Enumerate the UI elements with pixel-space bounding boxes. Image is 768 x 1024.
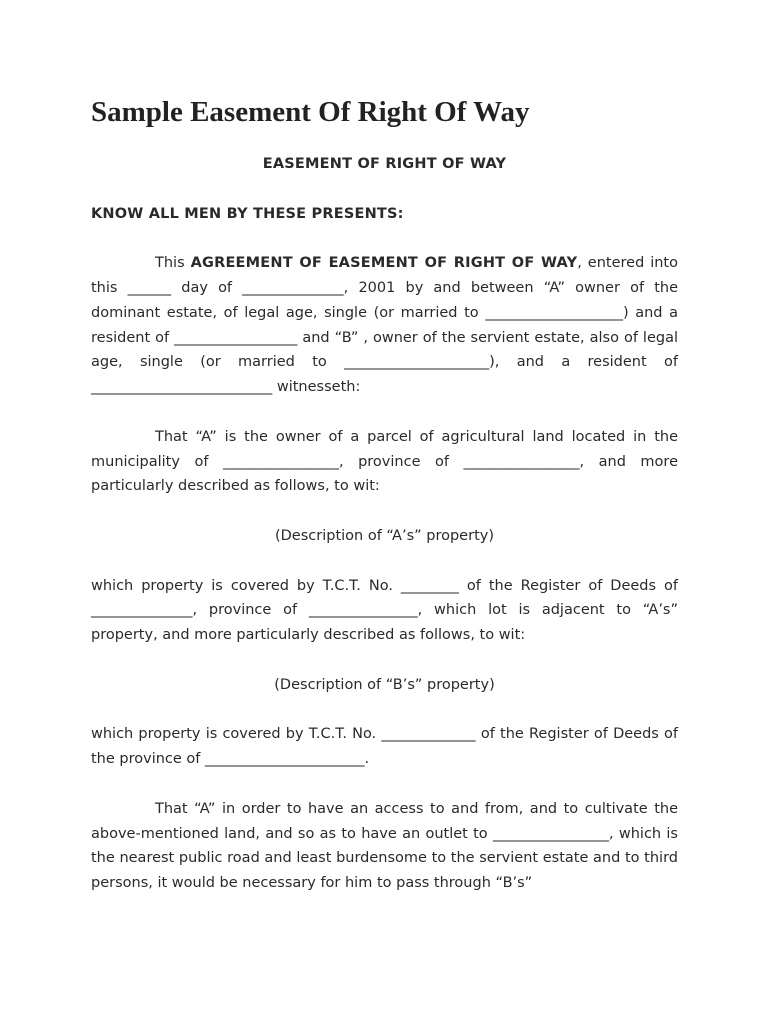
tct-paragraph-a: which property is covered by T.C.T. No. ________ of the Register of Deeds of ______________, province of _______________, which lot is adjacent to “A’s” property, and more particularly described as follows, to wit: xyxy=(91,577,678,644)
know-all-men-clause: KNOW ALL MEN BY THESE PRESENTS: xyxy=(91,205,404,222)
document-heading: EASEMENT OF RIGHT OF WAY xyxy=(262,156,507,172)
agreement-paragraph xyxy=(91,251,678,400)
description-b-placeholder: (Description of “B’s” property) xyxy=(274,676,495,693)
page-title: Sample Easement Of Right Of Way xyxy=(91,96,530,128)
document-body xyxy=(91,152,678,921)
agreement-intro-text: This xyxy=(155,255,191,272)
agreement-body-text: , entered into this ______ day of ______________, 2001 by and between “A” owner of the dominant estate, of legal age, single (or married to ___________________) and a resident of _________________ and “B” , owner of the servient estate, also of legal age, single (or married to ____________________), and a resident of _________________________ witnesseth: xyxy=(91,255,678,396)
description-a-placeholder: (Description of “A’s” property) xyxy=(274,527,494,544)
ownership-paragraph: That “A” is the owner of a parcel of agricultural land located in the municipality of ________________, province of ________________, and more particularly described as follows, to wit: xyxy=(91,428,678,495)
agreement-title-bold: AGREEMENT OF EASEMENT OF RIGHT OF WAY xyxy=(190,255,578,272)
access-paragraph: That “A” in order to have an access to and from, and to cultivate the above-mentioned land, and so as to have an outlet to ________________, which is the nearest public road and least burdensome to the servient estate and to third persons, it would be necessary for him to pass through “B’s” xyxy=(91,800,678,892)
tct-paragraph-b: which property is covered by T.C.T. No. _____________ of the Register of Deeds of the province of ______________________. xyxy=(91,726,678,768)
